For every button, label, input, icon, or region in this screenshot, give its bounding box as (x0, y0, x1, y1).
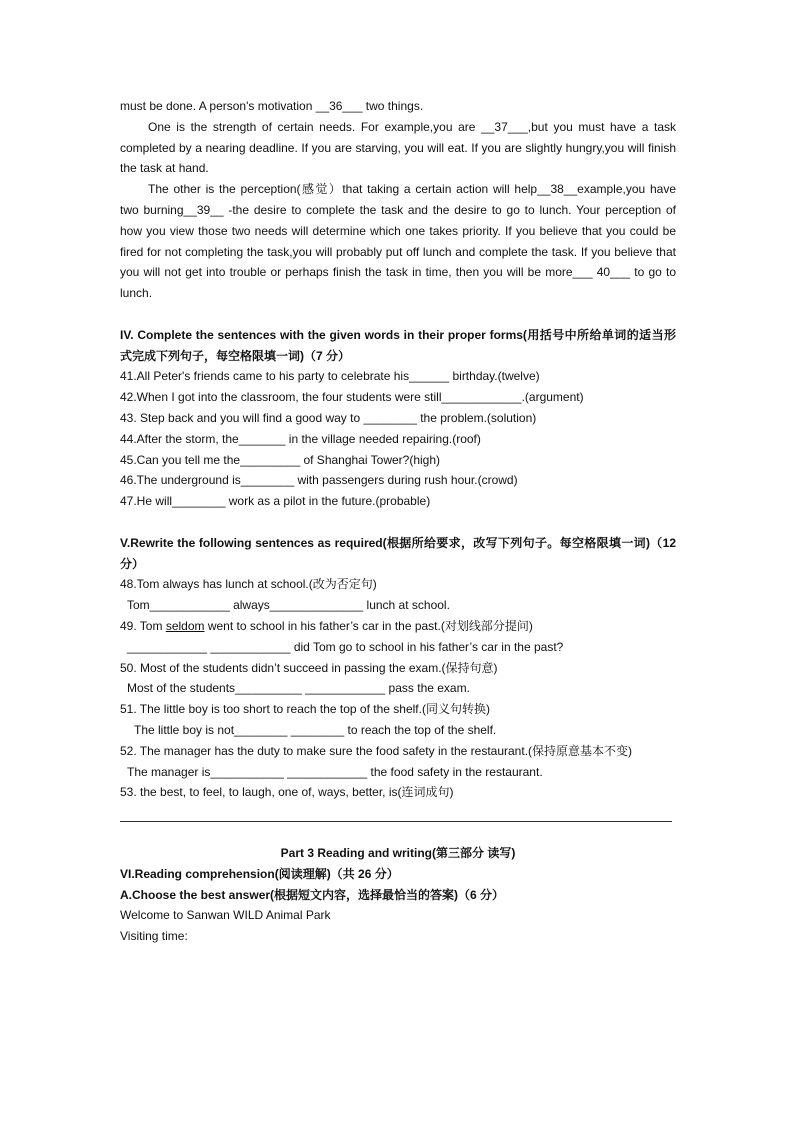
part3-heading: Part 3 Reading and writing(第三部分 读写) (280, 846, 516, 861)
question-45: 45.Can you tell me the_________ of Shanghai Tower?(high) (120, 452, 441, 467)
question-46: 46.The underground is________ with passengers during rush hour.(crowd) (120, 473, 518, 488)
question-49-end: went to school in his father’s car in the past.(对划线部分提问) (204, 618, 533, 633)
answer-49: ____________ ____________ did Tom go to school in his father’s car in the past? (127, 639, 564, 654)
exam-page (120, 96, 676, 947)
question-49-start: 49. Tom (120, 618, 166, 633)
section-a-title: A.Choose the best answer(根据短文内容，选择最恰当的答案)（6 分） (120, 887, 505, 902)
question-49 (120, 616, 676, 637)
answer-divider-line (120, 821, 672, 822)
question-51: 51. The little boy is too short to reach the top of the shelf.(同义句转换) (120, 702, 490, 717)
question-53: 53. the best, to feel, to laugh, one of, ways, better, is(连词成句) (120, 785, 454, 800)
answer-52: The manager is___________ ____________ the food safety in the restaurant. (127, 764, 543, 779)
answer-48: Tom____________ always______________ lunch at school. (127, 598, 450, 613)
question-44: 44.After the storm, the_______ in the village needed repairing.(roof) (120, 431, 481, 446)
reading-title: Welcome to Sanwan WILD Animal Park (120, 908, 331, 923)
question-52: 52. The manager has the duty to make sure the food safety in the restaurant.(保持原意基本不变) (120, 743, 633, 758)
question-47: 47.He will________ work as a pilot in the future.(probable) (120, 494, 431, 509)
section-vi-title: VI.Reading comprehension(阅读理解)（共 26 分） (120, 866, 399, 881)
visiting-time-label: Visiting time: (120, 929, 188, 944)
section-iv-title: IV. Complete the sentences with the given words in their proper forms(用括号中所给单词的适当形式完成下列句子，每空格限填一词)（7 分） (120, 327, 676, 363)
section-v-title: V.Rewrite the following sentences as required(根据所给要求，改写下列句子。每空格限填一词)（12 分） (120, 535, 676, 571)
question-50: 50. Most of the students didn’t succeed in passing the exam.(保持句意) (120, 660, 498, 675)
answer-51: The little boy is not________ ________ to reach the top of the shelf. (134, 722, 497, 737)
question-41: 41.All Peter's friends came to his party to celebrate his______ birthday.(twelve) (120, 369, 540, 384)
passage-paragraph-2: The other is the perception(感觉）that taking a certain action will help__38__example,you have two burning__39__ -the desire to complete the task and the desire to go to lunch. Your perception of how you view those two needs will determine which one takes priority. If you believe that you could be fired for not completing the task,you will probably put off lunch and complete the task. If you believe that you will not get into trouble or perhaps finish the task in time, then you will be more___ 40___ to go to lunch. (120, 182, 676, 301)
passage-paragraph-1: One is the strength of certain needs. For example,you are __37___,but you must have a task completed by a nearing deadline. If you are starving, you will eat. If you are slightly hungry,you will finish the task at hand. (120, 119, 676, 176)
question-43: 43. Step back and you will find a good way to ________ the problem.(solution) (120, 410, 537, 425)
answer-50: Most of the students__________ ____________ pass the exam. (127, 681, 470, 696)
passage-line-36: must be done. A person's motivation __36___ two things. (120, 99, 424, 113)
question-42: 42.When I got into the classroom, the four students were still____________.(argument) (120, 390, 584, 405)
question-48: 48.Tom always has lunch at school.(改为否定句) (120, 577, 377, 592)
underlined-word: seldom (165, 618, 205, 633)
